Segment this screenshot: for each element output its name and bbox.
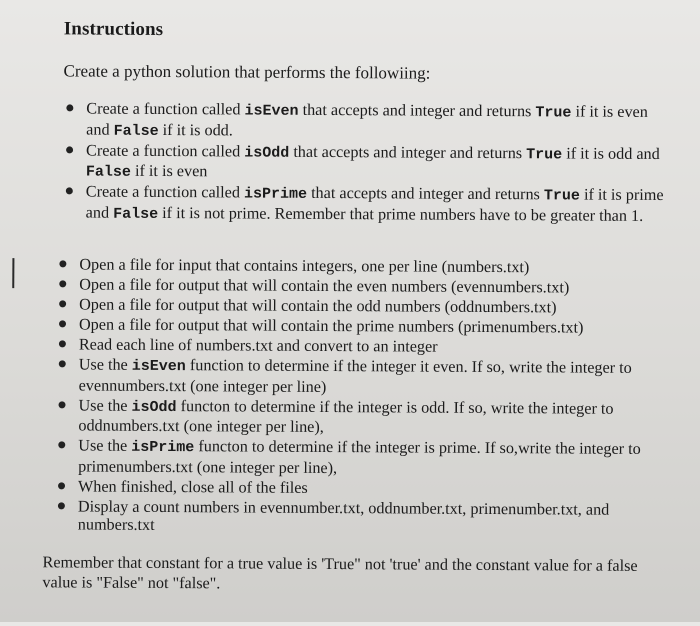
list-item: Open a file for input that contains integers, one per line (numbers.txt) — [79, 255, 674, 277]
margin-line — [12, 258, 14, 288]
list-item: Open a file for output that will contain the even numbers (evennumbers.txt) — [79, 275, 674, 297]
bullet-icon — [59, 260, 66, 267]
bullet-icon — [58, 502, 65, 509]
function-requirements-list — [86, 100, 672, 229]
intro-text: Create a python solution that performs the followiing: — [63, 61, 431, 83]
list-item: Create a function called isEven that accepts and integer and returns True if it is even and False if it is odd. — [86, 100, 671, 145]
list-item: Create a function called isPrime that accepts and integer and returns True if it is prime and False if it is not prime. Remember that prime numbers have to be greater than 1. — [86, 183, 671, 228]
bullet-icon — [59, 300, 66, 307]
list-item: Use the isPrime functon to determine if the integer is prime. If so,write the integer to primenumbers.txt (one integer per line), — [78, 436, 673, 479]
bullet-icon — [58, 482, 65, 489]
list-item: Open a file for output that will contain the prime numbers (primenumbers.txt) — [79, 315, 674, 337]
page-title: Instructions — [63, 18, 164, 40]
bullet-icon — [58, 441, 65, 448]
list-item: Use the isEven function to determine if the integer it even. If so, write the integer to evennumbers.txt (one integer per line) — [79, 355, 674, 398]
bullet-icon — [59, 340, 66, 347]
closing-note: Remember that constant for a true value is 'True" not 'true' and the constant value for a false value is "False" not "false". — [42, 553, 638, 592]
bullet-icon — [66, 104, 73, 111]
list-item: Create a function called isOdd that accepts and integer and returns True if it is odd and False if it is even — [86, 141, 671, 186]
bullet-icon — [59, 401, 66, 408]
list-item: Read each line of numbers.txt and convert to an integer — [79, 335, 674, 357]
program-steps-list — [78, 255, 675, 539]
bullet-icon — [66, 146, 73, 153]
list-item: Open a file for output that will contain the odd numbers (oddnumbers.txt) — [79, 295, 674, 317]
bullet-icon — [59, 360, 66, 367]
bullet-icon — [59, 280, 66, 287]
bullet-icon — [59, 320, 66, 327]
bullet-icon — [66, 188, 73, 195]
list-item: Use the isOdd functon to determine if the integer is odd. If so, write the integer to oddnumbers.txt (one integer per line), — [78, 396, 673, 439]
list-item: When finished, close all of the files — [78, 477, 673, 499]
list-item: Display a count numbers in evennumber.txt, oddnumber.txt, primenumber.txt, and numbers.txt — [78, 497, 673, 538]
